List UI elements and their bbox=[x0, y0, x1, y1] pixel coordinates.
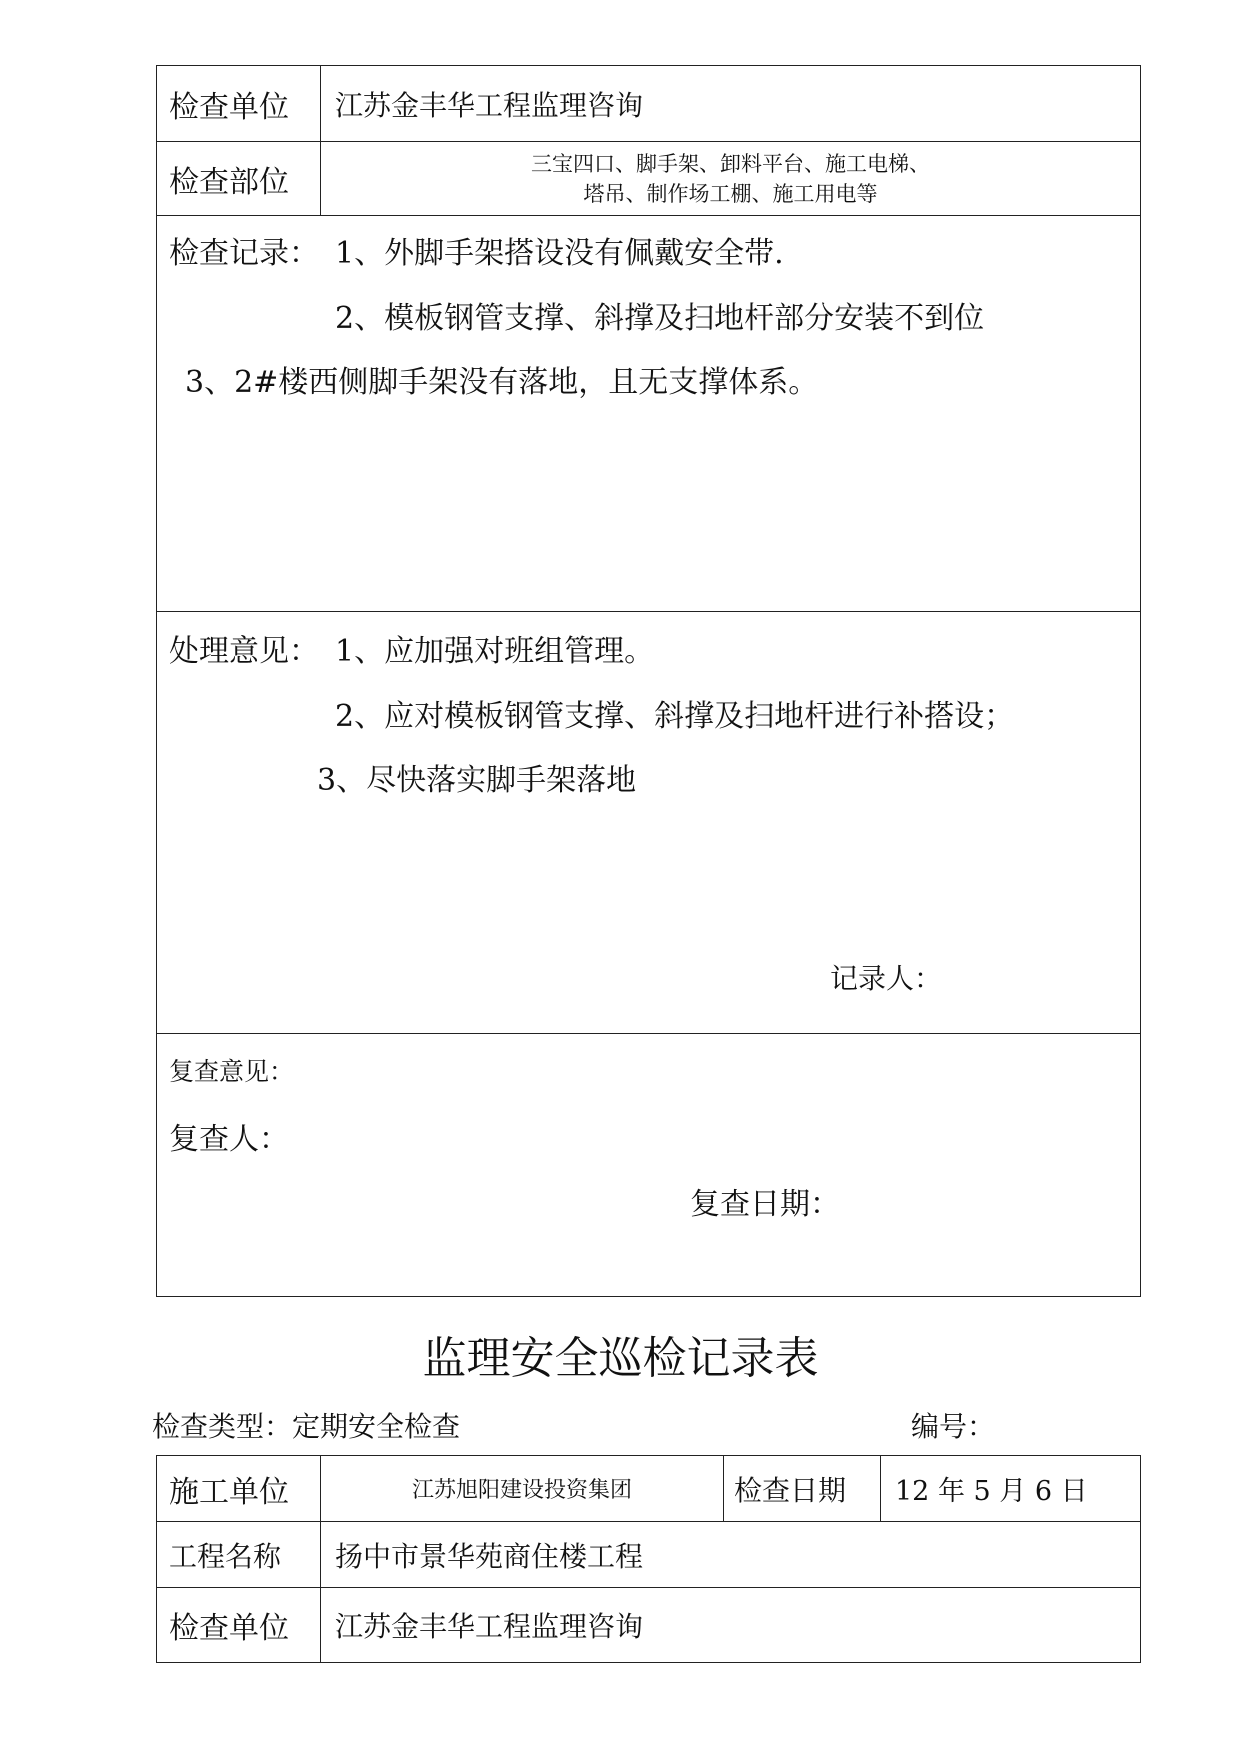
inspect-part-row bbox=[157, 142, 1140, 216]
inspect-unit-value: 江苏金丰华工程监理咨询 bbox=[335, 88, 644, 122]
inspect-unit-row-2 bbox=[157, 1588, 1140, 1662]
handling-opinion-section bbox=[157, 612, 1140, 1034]
inspect-unit-value-2: 江苏金丰华工程监理咨询 bbox=[335, 1610, 644, 1643]
opinion-item-2: 2、应对模板钢管支撑、斜撑及扫地杆进行补搭设； bbox=[335, 699, 1015, 734]
inspect-unit-label-2: 检查单位 bbox=[157, 1588, 321, 1662]
form-title: 监理安全巡检记录表 bbox=[422, 1333, 819, 1384]
project-name-row bbox=[157, 1522, 1140, 1588]
construction-info-table bbox=[156, 1455, 1141, 1663]
project-name-label: 工程名称 bbox=[157, 1522, 321, 1587]
serial-label: 编号： bbox=[911, 1410, 996, 1443]
review-section bbox=[157, 1034, 1140, 1296]
inspection-record-table bbox=[156, 65, 1141, 1297]
opinion-item-3: 3、尽快落实脚手架落地 bbox=[317, 763, 637, 798]
inspect-unit-row bbox=[157, 66, 1140, 142]
inspect-date-label-text: 检查日期 bbox=[734, 1473, 847, 1507]
construction-unit-value bbox=[321, 1456, 724, 1521]
inspect-part-label: 检查部位 bbox=[157, 142, 321, 215]
inspect-part-line2: 塔吊、制作场工棚、施工用电等 bbox=[583, 181, 878, 206]
inspection-record-section bbox=[157, 216, 1140, 612]
review-opinion-label: 复查意见： bbox=[169, 1057, 295, 1086]
opinion-item-1: 1、应加强对班组管理。 bbox=[335, 634, 655, 669]
review-date-label: 复查日期： bbox=[690, 1187, 840, 1222]
record-item-1: 1、外脚手架搭设没有佩戴安全带. bbox=[335, 236, 784, 271]
construction-unit-row bbox=[157, 1456, 1140, 1522]
project-name-value: 扬中市景华苑商住楼工程 bbox=[335, 1539, 644, 1573]
reviewer-label: 复查人： bbox=[169, 1122, 289, 1157]
record-item-3: 3、2#楼西侧脚手架没有落地，且无支撑体系。 bbox=[185, 365, 819, 400]
inspect-date-text: 12 年 5 月 6 日 bbox=[895, 1476, 1088, 1507]
construction-unit-label: 施工单位 bbox=[157, 1456, 321, 1521]
inspect-date-value bbox=[881, 1456, 1140, 1521]
recorder-label: 记录人： bbox=[830, 962, 943, 995]
inspect-unit-label: 检查单位 bbox=[157, 66, 321, 141]
inspect-date-label bbox=[724, 1456, 881, 1521]
opinion-label: 处理意见： bbox=[169, 634, 319, 669]
record-item-2: 2、模板钢管支撑、斜撑及扫地杆部分安装不到位 bbox=[335, 301, 985, 336]
inspect-part-line1: 三宝四口、脚手架、卸料平台、施工电梯、 bbox=[531, 151, 930, 176]
construction-unit-text: 江苏旭阳建设投资集团 bbox=[411, 1478, 632, 1503]
record-label: 检查记录： bbox=[169, 236, 319, 271]
inspect-type: 检查类型：定期安全检查 bbox=[152, 1410, 461, 1443]
inspect-part-value bbox=[321, 142, 1140, 215]
